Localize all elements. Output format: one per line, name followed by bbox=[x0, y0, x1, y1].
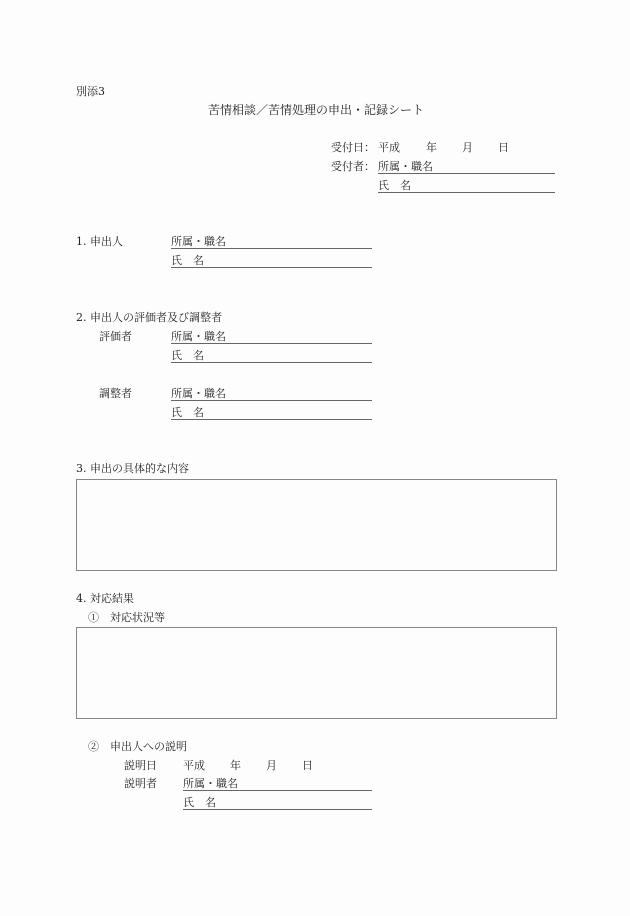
applicant-affiliation-label: 所属・職名 bbox=[171, 235, 226, 248]
receiver-affiliation-label: 所属・職名 bbox=[378, 160, 433, 173]
received-day: 日 bbox=[498, 141, 509, 154]
response-status-box[interactable] bbox=[76, 627, 557, 719]
explainer-affiliation-label: 所属・職名 bbox=[183, 777, 238, 790]
applicant-affiliation-field[interactable] bbox=[171, 248, 372, 249]
coordinator-affiliation-label: 所属・職名 bbox=[171, 387, 226, 400]
page-title: 苦情相談／苦情処理の申出・記録シート bbox=[208, 103, 425, 117]
received-era: 平成 bbox=[378, 141, 400, 154]
evaluator-label: 評価者 bbox=[99, 330, 132, 343]
receiver-label: 受付者： bbox=[331, 160, 375, 173]
coordinator-name-label: 氏 名 bbox=[171, 406, 204, 419]
response-status-heading: ① 対応状況等 bbox=[88, 611, 165, 624]
evaluator-name-label: 氏 名 bbox=[171, 349, 204, 362]
coordinator-affiliation-field[interactable] bbox=[171, 400, 372, 401]
applicant-name-field[interactable] bbox=[171, 267, 372, 268]
coordinator-label: 調整者 bbox=[99, 387, 132, 400]
complaint-content-box[interactable] bbox=[76, 479, 557, 571]
receiver-affiliation-field[interactable] bbox=[378, 173, 555, 174]
explainer-name-label: 氏 名 bbox=[183, 796, 216, 809]
explanation-date-label: 説明日 bbox=[124, 759, 157, 772]
received-date-label: 受付日： bbox=[331, 141, 375, 154]
received-month: 月 bbox=[462, 141, 473, 154]
evaluator-affiliation-field[interactable] bbox=[171, 343, 372, 344]
receiver-name-field[interactable] bbox=[378, 192, 555, 193]
explainer-name-field[interactable] bbox=[183, 809, 372, 810]
section3-heading: 3. 申出の具体的な内容 bbox=[76, 462, 189, 475]
section4-heading: 4. 対応結果 bbox=[76, 592, 134, 605]
received-year: 年 bbox=[426, 141, 437, 154]
applicant-name-label: 氏 名 bbox=[171, 254, 204, 267]
evaluator-affiliation-label: 所属・職名 bbox=[171, 330, 226, 343]
section1-heading: 1. 申出人 bbox=[76, 235, 123, 248]
explanation-era: 平成 bbox=[183, 759, 205, 772]
coordinator-name-field[interactable] bbox=[171, 419, 372, 420]
explanation-heading: ② 申出人への説明 bbox=[88, 740, 187, 753]
section2-heading: 2. 申出人の評価者及び調整者 bbox=[76, 311, 222, 324]
evaluator-name-field[interactable] bbox=[171, 362, 372, 363]
explainer-affiliation-field[interactable] bbox=[183, 790, 372, 791]
explanation-year: 年 bbox=[230, 759, 241, 772]
explainer-label: 説明者 bbox=[124, 777, 157, 790]
annex-label: 別添3 bbox=[76, 85, 105, 98]
explanation-month: 月 bbox=[266, 759, 277, 772]
explanation-day: 日 bbox=[302, 759, 313, 772]
receiver-name-label: 氏 名 bbox=[378, 179, 411, 192]
